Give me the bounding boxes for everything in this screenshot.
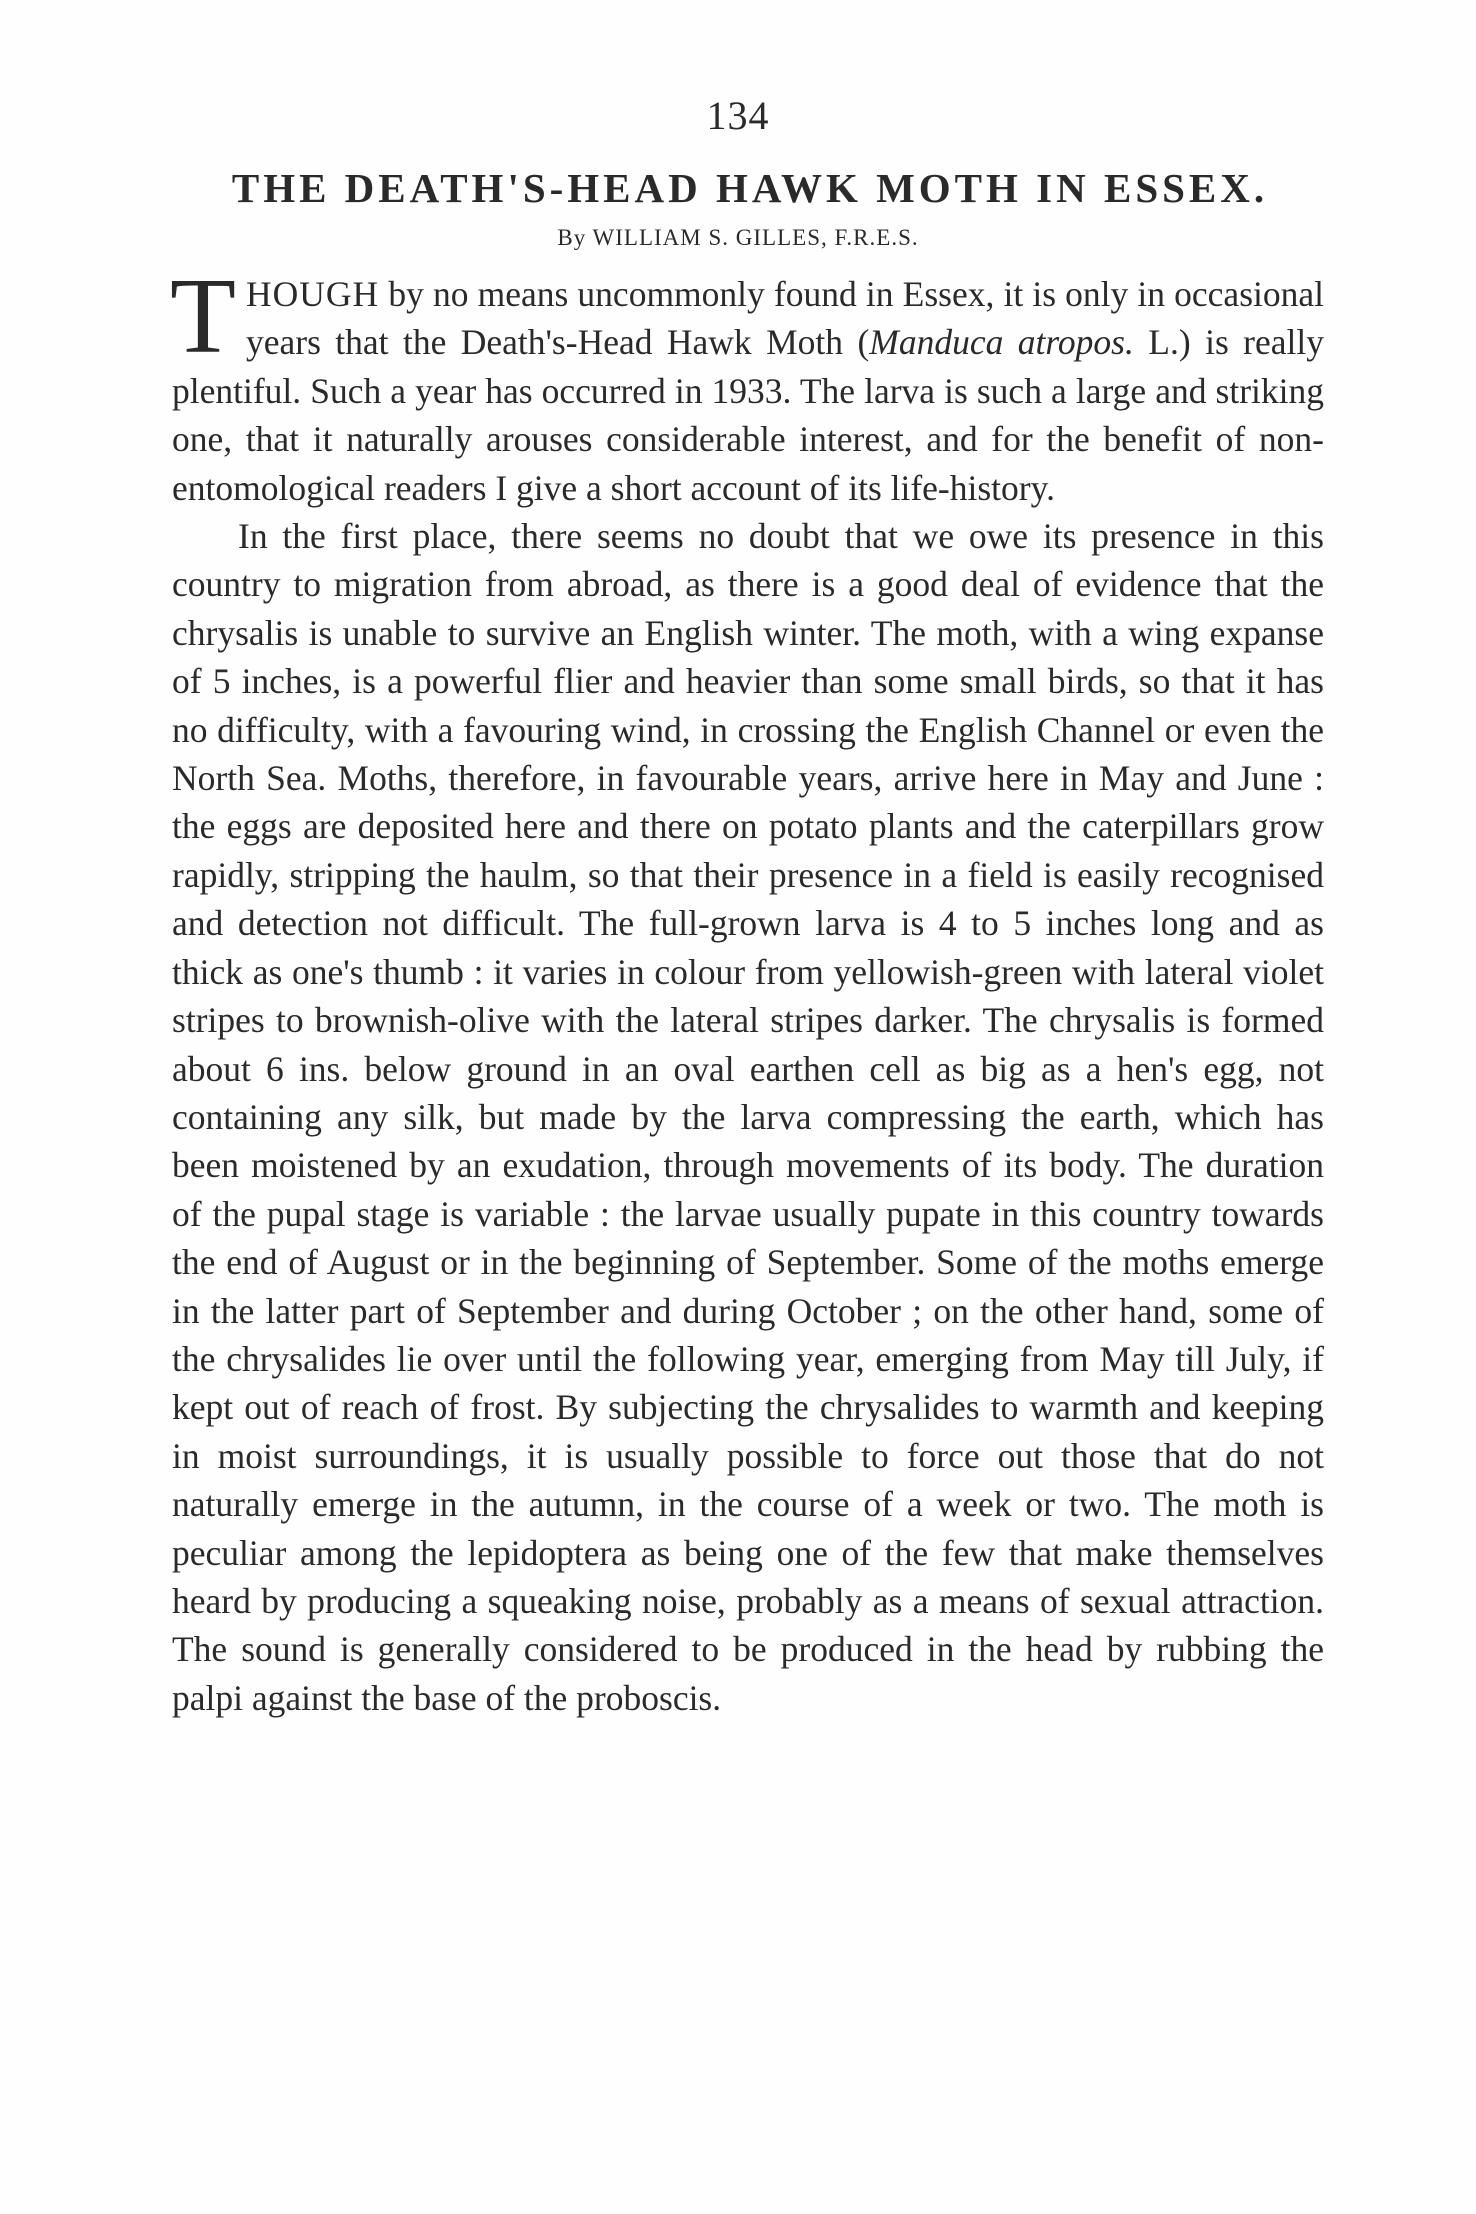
article-byline: By WILLIAM S. GILLES, F.R.E.S. [557,225,919,250]
paragraph-2: In the first place, there seems no doubt that we owe its presence in this country to migration from abroad, as there is a good deal of evidence that the chrysalis is unable to survive an English winter. The moth, with a wing expanse of 5 inches, is a powerful flier and heavier than some small birds, so that it has no difficulty, with a favouring wind, in crossing the English Channel or even the North Sea. Moths, therefore, in favourable years, arrive here in May and June : the eggs are deposited here and there on potato plants and the caterpillars grow rapidly, stripping the haulm, so that their presence in a field is easily recognised and detection not difficult. The full-grown larva is 4 to 5 inches long and as thick as one's thumb : it varies in colour from yellowish-green with lateral violet stripes to brownish-olive with the lateral stripes darker. The chrysalis is formed about 6 ins. below ground in an oval earthen cell as big as a hen's egg, not containing any silk, but made by the larva compressing the earth, which has been moistened by an exudation, through movements of its body. The duration of the pupal stage is variable : the larvae usually pupate in this country towards the end of August or in the beginning of September. Some of the moths emerge in the latter part of September and during October ; on the other hand, some of the chrysalides lie over until the following year, emerging from May till July, if kept out of reach of frost. By subjecting the chrysalides to warmth and keeping in moist surroundings, it is usually possible to force out those that do not naturally emerge in the autumn, in the course of a week or two. The moth is peculiar among the lepidoptera as being one of the few that make themselves heard by producing a squeaking noise, probably as a means of sexual attraction. The sound is generally considered to be produced in the head by rubbing the palpi against the base of the proboscis. [172,516,1324,1718]
article-title: THE DEATH'S-HEAD HAWK MOTH IN ESSEX. [231,165,1269,211]
species-name: Manduca atropos. [869,322,1134,363]
paragraph-1-text-a: by no means uncommonly found in Essex, it is only in occasional years that the Death's-Head Hawk Moth ( [245,274,1324,363]
paragraph-1 [170,257,1324,512]
paragraph-1-text-b: L.) is really plentiful. Such a year has occurred in 1933. The larva is such a large and striking one, that it naturally arouses considerable interest, and for the benefit of non-entomological readers I give a short account of its life-history. [172,322,1324,508]
page-number: 134 [706,93,770,138]
article-body [170,257,1324,1722]
lead-caps: HOUGH [245,274,380,314]
drop-cap: T [170,257,236,376]
